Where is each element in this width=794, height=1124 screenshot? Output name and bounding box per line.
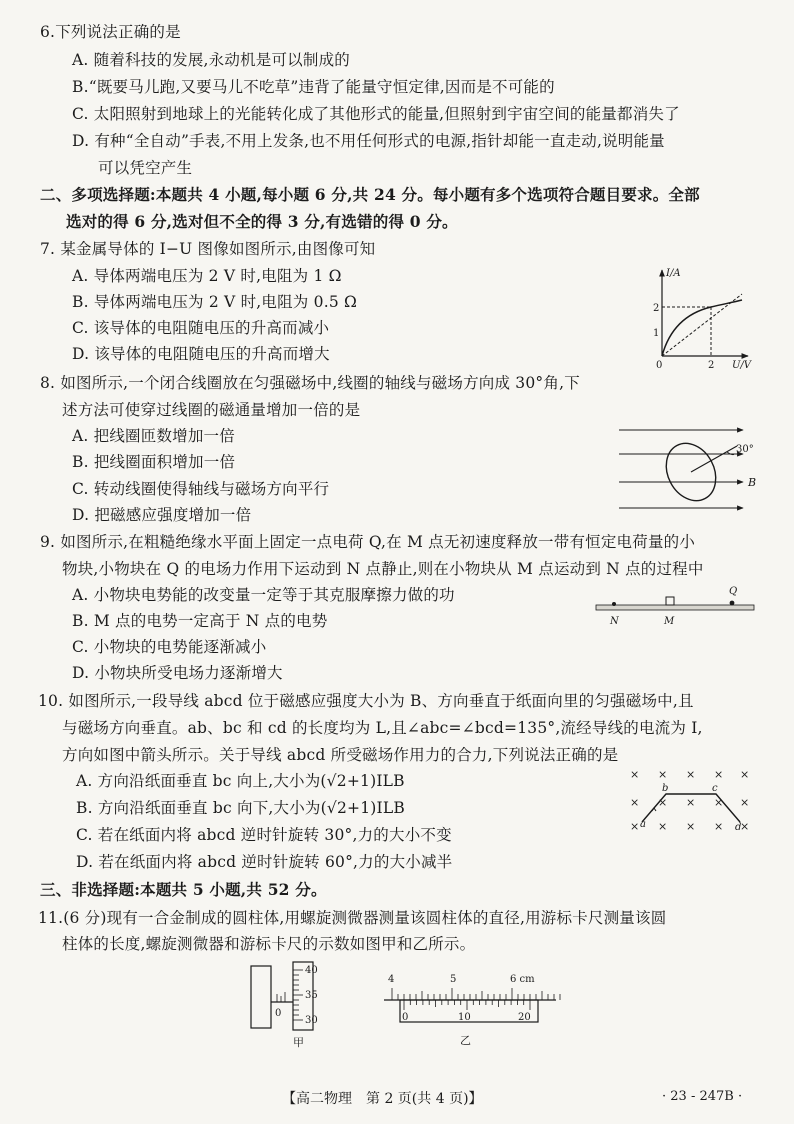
label-a: a xyxy=(640,819,646,830)
thimble-40: 40 xyxy=(305,965,318,976)
x-axis-label: U/V xyxy=(732,360,752,371)
label-d: d xyxy=(735,822,742,833)
thimble-30: 30 xyxy=(305,1015,318,1026)
q8-stem-cont: 述方法可使穿过线圈的磁通量增加一倍的是 xyxy=(62,401,361,419)
tick-y1: 1 xyxy=(653,328,660,339)
q10-stem-cont2: 方向如图中箭头所示。关于导线 abcd 所受磁场作用力的合力,下列说法正确的是 xyxy=(62,746,619,764)
label-b: b xyxy=(662,783,669,794)
vernier-20: 20 xyxy=(518,1012,531,1023)
small-block xyxy=(666,597,674,605)
q6-option-d: D. 有种“全自动”手表,不用上发条,也不用任何形式的电源,指针却能一直走动,说明能量 xyxy=(72,132,665,150)
q10-option-a: A. 方向沿纸面垂直 bc 向上,大小为(√2+1)ILB xyxy=(76,772,405,790)
q7-option-d: D. 该导体的电阻随电压的升高而增大 xyxy=(72,345,330,363)
q8-option-d: D. 把磁感应强度增加一倍 xyxy=(72,506,252,524)
thimble-ticks xyxy=(293,970,303,1020)
svg-text:×: × xyxy=(658,820,668,833)
sleeve-zero: 0 xyxy=(275,1008,282,1019)
svg-text:×: × xyxy=(740,820,750,833)
q9-option-b: B. M 点的电势一定高于 N 点的电势 xyxy=(72,612,328,630)
label-m: M xyxy=(664,616,675,627)
q9-option-a: A. 小物块电势能的改变量一定等于其克服摩擦力做的功 xyxy=(72,586,455,604)
y-axis-label: I/A xyxy=(666,268,681,279)
coil-field-figure xyxy=(615,422,765,522)
q8-option-a: A. 把线圈匝数增加一倍 xyxy=(72,427,235,445)
rough-surface xyxy=(596,605,754,610)
label-q: Q xyxy=(729,586,738,597)
section2-heading-cont: 选对的得 6 分,选对但不全的得 3 分,有选错的得 0 分。 xyxy=(66,212,458,231)
q8-option-c: C. 转动线圈使得轴线与磁场方向平行 xyxy=(72,480,330,498)
tick-y2: 2 xyxy=(653,303,660,314)
current-arrow xyxy=(652,808,656,811)
origin-label: 0 xyxy=(656,360,663,371)
micrometer-frame xyxy=(251,966,271,1028)
vernier-ticks xyxy=(404,1000,530,1010)
q10-option-b: B. 方向沿纸面垂直 bc 向下,大小为(√2+1)ILB xyxy=(76,799,405,817)
svg-text:×: × xyxy=(630,796,640,809)
q8-stem: 8. 如图所示,一个闭合线圈放在匀强磁场中,线圈的轴线与磁场方向成 30°角,下 xyxy=(40,374,580,392)
vernier-10: 10 xyxy=(458,1012,471,1023)
q6-option-b: B.“既要马儿跑,又要马儿不吃草”违背了能量守恒定律,因而是不可能的 xyxy=(72,78,555,96)
q9-option-c: C. 小物块的电势能逐渐减小 xyxy=(72,638,267,656)
main-scale-4: 4 xyxy=(388,974,395,985)
angle-label: 30° xyxy=(736,444,754,455)
thimble-35: 35 xyxy=(305,990,318,1001)
wire-field-figure xyxy=(620,764,760,842)
iu-graph xyxy=(648,262,760,374)
main-scale-6: 6 cm xyxy=(510,974,535,985)
svg-text:×: × xyxy=(686,820,696,833)
tick-x2: 2 xyxy=(708,360,715,371)
section3-heading: 三、非选择题:本题共 5 小题,共 52 分。 xyxy=(40,880,327,899)
q7-stem: 7. 某金属导体的 I−U 图像如图所示,由图像可知 xyxy=(40,240,376,258)
main-scale-ticks xyxy=(392,988,560,1000)
q6-stem: 6.下列说法正确的是 xyxy=(40,23,181,41)
q9-option-d: D. 小物块所受电场力逐渐增大 xyxy=(72,664,283,682)
charge-surface-figure xyxy=(592,582,762,632)
section2-heading: 二、多项选择题:本题共 4 小题,每小题 6 分,共 24 分。每小题有多个选项符合题目要求。全部 xyxy=(40,185,700,204)
label-n: N xyxy=(610,616,619,627)
svg-text:×: × xyxy=(658,796,668,809)
main-scale-5: 5 xyxy=(450,974,457,985)
point-charge-q xyxy=(730,601,735,606)
exam-code: · 23 - 247B · xyxy=(662,1089,743,1104)
vernier-0: 0 xyxy=(402,1012,409,1023)
svg-text:×: × xyxy=(630,820,640,833)
caliper-caption: 乙 xyxy=(460,1034,471,1047)
q7-option-c: C. 该导体的电阻随电压的升高而减小 xyxy=(72,319,330,337)
svg-text:×: × xyxy=(686,796,696,809)
q6-option-c: C. 太阳照射到地球上的光能转化成了其他形式的能量,但照射到宇宙空间的能量都消失了 xyxy=(72,105,680,123)
svg-text:×: × xyxy=(658,768,668,781)
page-footer: 【高二物理 第 2 页(共 4 页)】 xyxy=(282,1091,483,1107)
svg-text:×: × xyxy=(686,768,696,781)
q7-option-a: A. 导体两端电压为 2 V 时,电阻为 1 Ω xyxy=(72,267,342,285)
q11-stem-cont: 柱体的长度,螺旋测微器和游标卡尺的示数如图甲和乙所示。 xyxy=(62,935,476,953)
label-c: c xyxy=(712,783,718,794)
svg-text:×: × xyxy=(714,820,724,833)
tangent-line xyxy=(662,294,742,356)
svg-text:×: × xyxy=(740,796,750,809)
caliper-figure xyxy=(380,970,560,1060)
svg-text:×: × xyxy=(714,796,724,809)
q10-stem-cont1: 与磁场方向垂直。ab、bc 和 cd 的长度均为 L,且∠abc=∠bcd=135°,流经导线的电流为 I, xyxy=(62,719,703,737)
iu-curve xyxy=(662,300,742,356)
q10-stem: 10. 如图所示,一段导线 abcd 位于磁感应强度大小为 B、方向垂直于纸面向里的匀强磁场中,且 xyxy=(38,692,694,710)
svg-text:×: × xyxy=(714,768,724,781)
field-label: B xyxy=(748,476,757,489)
q10-option-c: C. 若在纸面内将 abcd 逆时针旋转 30°,力的大小不变 xyxy=(76,826,452,844)
q6-option-a: A. 随着科技的发展,永动机是可以制成的 xyxy=(72,51,350,69)
q6-option-d-cont: 可以凭空产生 xyxy=(98,159,193,177)
micrometer-caption: 甲 xyxy=(293,1036,304,1049)
magnetic-field-crosses xyxy=(630,768,749,833)
micrometer-figure xyxy=(245,958,329,1048)
q11-stem: 11.(6 分)现有一合金制成的圆柱体,用螺旋测微器测量该圆柱体的直径,用游标卡尺测量该圆 xyxy=(38,909,667,927)
svg-text:×: × xyxy=(740,768,750,781)
q10-option-d: D. 若在纸面内将 abcd 逆时针旋转 60°,力的大小减半 xyxy=(76,853,453,871)
q9-stem-cont: 物块,小物块在 Q 的电场力作用下运动到 N 点静止,则在小物块从 M 点运动到 N 点的过程中 xyxy=(62,560,704,578)
q7-option-b: B. 导体两端电压为 2 V 时,电阻为 0.5 Ω xyxy=(72,293,358,311)
point-n xyxy=(612,602,616,606)
q8-option-b: B. 把线圈面积增加一倍 xyxy=(72,453,236,471)
svg-text:×: × xyxy=(630,768,640,781)
q9-stem: 9. 如图所示,在粗糙绝缘水平面上固定一点电荷 Q,在 M 点无初速度释放一带有恒定电荷量的小 xyxy=(40,533,696,551)
